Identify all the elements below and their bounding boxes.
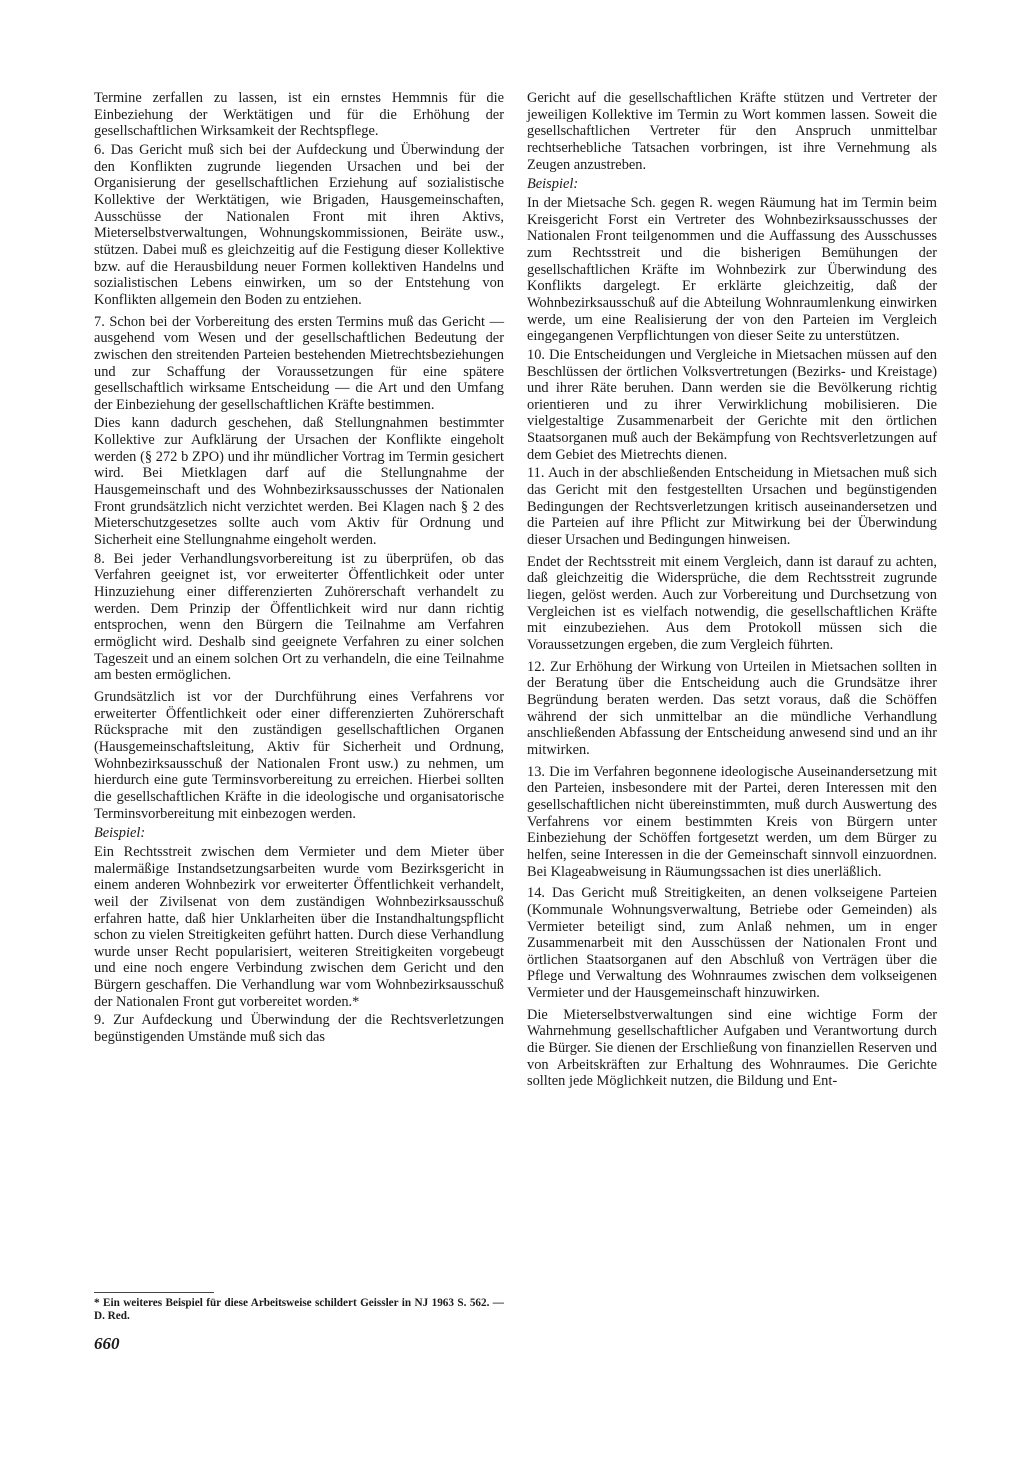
paragraph-7: 7. Schon bei der Vorbereitung des ersten Termins muß das Gericht — ausgehend vom Wesen und der gesellschaftlichen Bedeutung der zwischen den streitenden Parteien bestehenden Mietrechtsbeziehungen und zur Schaffung der Voraussetzungen für eine spätere gesellschaftlich wirksame Entscheidung — die Art und den Umfang der Einbeziehung der gesellschaftlichen Kräfte bestimmen. xyxy=(94,313,504,413)
left-column xyxy=(94,90,504,1046)
paragraph: Gericht auf die gesellschaftlichen Kräfte stützen und Vertreter der jeweiligen Kollektive im Termin zu Wort kommen lassen. Soweit die gesellschaftlichen Vertreter für den Anspruch unmittelbar rechtserhebliche Tatsachen vorbringen, ist ihre Vernehmung als Zeugen anzustreben. xyxy=(527,90,937,173)
paragraph-12: 12. Zur Erhöhung der Wirkung von Urteilen in Mietsachen sollten in der Beratung über die Entscheidung auch die Grundsätze ihrer Begründung beraten werden. Das setzt voraus, daß die Schöffen während der sich unmittelbar an die mündliche Verhandlung anschließenden Abfassung der Entscheidung anwesend sind und an ihr mitwirken. xyxy=(527,658,937,758)
example-label: Beispiel: xyxy=(94,825,146,842)
paragraph-8: 8. Bei jeder Verhandlungsvorbereitung ist zu überprüfen, ob das Verfahren geeignet ist, vor erweiterter Öffentlichkeit oder unter Hinzuziehung einer differenzierten Zuhörerschaft verhandelt zu werden. Dem Prinzip der Öffentlichkeit wird nur dann richtig entsprochen, wenn den Bürgern die Teilnahme am Verfahren ermöglicht wird. Deshalb sind geeignete Verfahren zu einer solchen Tageszeit und an einem solchen Ort zu verhandeln, die eine Teilnahme am besten ermöglichen. xyxy=(94,550,504,684)
footnote-divider xyxy=(94,1292,214,1293)
paragraph-6: 6. Das Gericht muß sich bei der Aufdeckung und Überwindung der den Konflikten zugrunde liegenden Ursachen und bei der Organisierung der gesellschaftlichen Erziehung auf sozialistische Kollektive der Werktätigen, wie Brigaden, Hausgemeinschaften, Ausschüsse der Nationalen Front mit ihren Aktivs, Mieterselbstverwaltungen, Wohnungskommissionen, Beiräte usw., stützen. Dabei muß es gleichzeitig auf die Festigung dieser Kollektive bzw. auf die Herausbildung neuer Formen kollektiven Handelns und sozialistischen Lebens einwirken, um so der Entstehung von Konflikten allgemein den Boden zu entziehen. xyxy=(94,141,504,308)
example-text: In der Mietsache Sch. gegen R. wegen Räumung hat im Termin beim Kreisgericht Forst ein Vertreter des Wohnbezirksausschusses der Nationalen Front teilgenommen und die Auffassung des Ausschusses zum Rechtsstreit und die bisherigen Bemühungen der gesellschaftlichen Kräfte im Wohnbezirk zur Überwindung des Konflikts dargelegt. Er erklärte gleichzeitig, daß der Wohnbezirksausschuß auf die Abteilung Wohnraumlenkung einwirken werde, um eine Realisierung der von den Parteien im Vergleich eingegangenen Verpflichtungen von dieser Seite zu unterstützen. xyxy=(527,194,937,345)
paragraph: Grundsätzlich ist vor der Durchführung eines Verfahrens vor erweiterter Öffentlichkeit oder einer differenzierten Zuhörerschaft Rücksprache mit den zuständigen gesellschaftlichen Organen (Hausgemeinschaftsleitung, Aktiv für Sicherheit und Ordnung, Wohnbezirksausschuß der Nationalen Front usw.) zu nehmen, um hierdurch eine gute Terminsvorbereitung zu erreichen. Hierbei sollten die gesellschaftlichen Kräfte in die ideologische und organisatorische Terminsvorbereitung mit einbezogen werden. xyxy=(94,688,504,822)
paragraph-10: 10. Die Entscheidungen und Vergleiche in Mietsachen müssen auf den Beschlüssen der örtlichen Volksvertretungen (Bezirks- und Kreistage) und ihrer Räte beruhen. Dann werden sie die Bevölkerung richtig orientieren und zu ihrer Verwirklichung mobilisieren. Die vielgestaltige Zusammenarbeit der Gerichte mit den örtlichen Staatsorganen muß auch der Bekämpfung von Rechtsverletzungen auf dem Gebiet des Mietrechts dienen. xyxy=(527,346,937,463)
paragraph: Die Mieterselbstverwaltungen sind eine wichtige Form der Wahrnehmung gesellschaftlicher Aufgaben und Verantwortung durch die Bürger. Sie dienen der Erschließung von finanziellen Reserven und von Arbeitskräften zur Erhaltung des Wohnraumes. Die Gerichte sollten jede Möglichkeit nutzen, die Bildung und Ent- xyxy=(527,1006,937,1090)
page-number: 660 xyxy=(94,1334,120,1353)
paragraph: Endet der Rechtsstreit mit einem Vergleich, dann ist darauf zu achten, daß gleichzeitig die Widersprüche, die dem Rechtsstreit zugrunde liegen, gelöst werden. Auch zur Vorbereitung und Durchsetzung von Vergleichen ist es vielfach notwendig, die gesellschaftlichen Kräfte mit einzubeziehen. Aus dem Protokoll müssen sich die Voraussetzungen ergeben, die zum Vergleich führten. xyxy=(527,553,937,653)
paragraph-11: 11. Auch in der abschließenden Entscheidung in Mietsachen muß sich das Gericht mit den festgestellten Ursachen und begünstigenden Bedingungen der Rechtsverletzungen kritisch auseinandersetzen und die Parteien auf ihre Pflicht zur Mitwirkung bei der Überwindung dieser Ursachen und Bedingungen hinweisen. xyxy=(527,465,937,549)
example-text: Ein Rechtsstreit zwischen dem Vermieter und dem Mieter über malermäßige Instandsetzungsarbeiten wurde vom Bezirksgericht in einem anderen Wohnbezirk vor erweiterter Öffentlichkeit verhandelt, weil der Zivilsenat von dem zuständigen Wohnbezirksausschuß erfahren hatte, daß hier Unklarheiten über die Instandhaltungspflicht schon zu vielen Streitigkeiten geführt hatten. Durch diese Verhandlung wurde unser Recht popularisiert, weiteren Streitigkeiten vorgebeugt und eine noch engere Verbindung zwischen dem Gericht und den Bürgern geschaffen. Die Verhandlung war vom Wohnbezirksausschuß der Nationalen Front gut vorbereitet worden.* xyxy=(94,843,504,1010)
paragraph-9: 9. Zur Aufdeckung und Überwindung der die Rechtsverletzungen begünstigenden Umstände muß sich das xyxy=(94,1012,504,1046)
paragraph-13: 13. Die im Verfahren begonnene ideologische Auseinandersetzung mit den Parteien, insbesondere mit der Partei, deren Interessen mit den gesellschaftlichen nicht übereinstimmten, muß durch Auswertung des Verfahrens vor einem bestimmten Kreis von Bürgern unter Einbeziehung der Schöffen fortgesetzt werden, um dem Bürger zu helfen, seine Interessen in die der Gemeinschaft sinnvoll einzuordnen. Bei Klageabweisung in Räumungssachen ist dies unerläßlich. xyxy=(527,763,937,880)
paragraph: Termine zerfallen zu lassen, ist ein ernstes Hemmnis für die Einbeziehung der Werktätigen und für die Erhöhung der gesellschaftlichen Wirksamkeit der Rechtspflege. xyxy=(94,90,504,140)
right-column xyxy=(527,90,937,1090)
paragraph-14: 14. Das Gericht muß Streitigkeiten, an denen volkseigene Parteien (Kommunale Wohnungsverwaltung, Betriebe oder Gemeinden) als Vermieter beteiligt sind, zum Anlaß nehmen, um in enger Zusammenarbeit mit den Ausschüssen der Nationalen Front und örtlichen Staatsorganen auf den Abschluß von Verträgen über die Pflege und Verwaltung des Wohnraumes zwischen dem volkseigenen Vermieter und der Hausgemeinschaft hinzuwirken. xyxy=(527,885,937,1002)
example-label: Beispiel: xyxy=(527,176,579,193)
paragraph: Dies kann dadurch geschehen, daß Stellungnahmen bestimmter Kollektive zur Aufklärung der Ursachen der Konflikte eingeholt werden (§ 272 b ZPO) und ihr mündlicher Vortrag im Termin gesichert wird. Bei Mietklagen darf auf die Stellungnahme der Hausgemeinschaft und des Wohnbezirksausschusses der Nationalen Front grundsätzlich nicht verzichtet werden. Bei Klagen nach § 2 des Mieterschutzgesetzes sollte auch vom Aktiv für Ordnung und Sicherheit eine Stellungnahme eingeholt werden. xyxy=(94,415,504,549)
footnote: * Ein weiteres Beispiel für diese Arbeitsweise schildert Geissler in NJ 1963 S. 562. — D. Red. xyxy=(94,1297,504,1322)
